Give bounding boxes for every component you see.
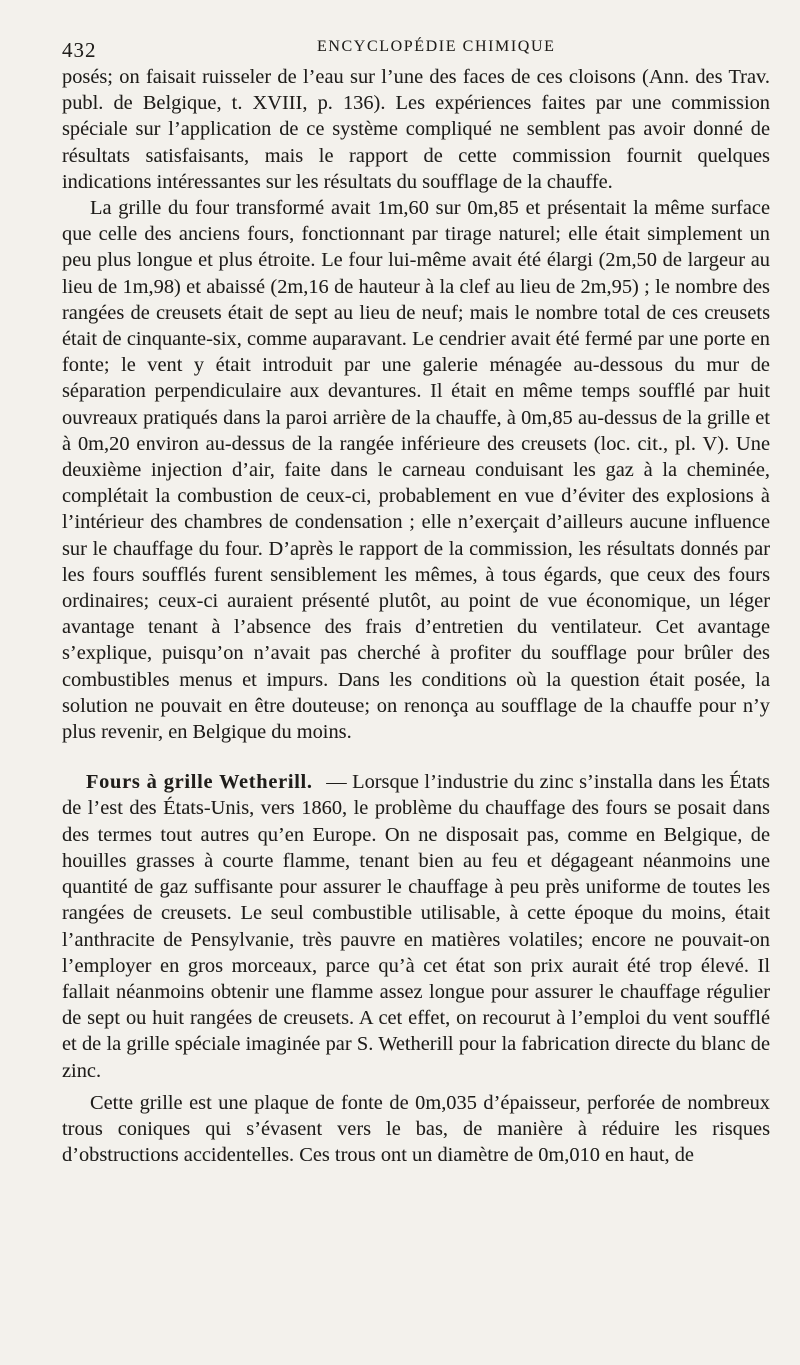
- page-header: [62, 30, 770, 64]
- section-fours-grille-wetherill: [62, 769, 770, 1168]
- page-body: [62, 64, 770, 1168]
- paragraph-continued: posés; on faisait ruisseler de l’eau sur l’une des faces de ces cloisons (Ann. des Trav. publ. de Belgique, t. XVIII, p. 136). Les expériences faites par une commission spéciale sur l’application de ce système compliqué ne semblent pas avoir donné de résultats satisfaisants, mais le rapport de cette commission fournit quelques indications intéressantes sur les résultats du soufflage de la chauffe.: [62, 66, 770, 193]
- page-number: 432: [62, 38, 97, 62]
- section-intro-paragraph: [62, 769, 770, 1083]
- running-title: ENCYCLOPÉDIE CHIMIQUE: [317, 38, 556, 55]
- section-title: Fours à grille Wetherill.: [86, 771, 313, 794]
- paragraph-grille-description: Cette grille est une plaque de fonte de 0m,035 d’épaisseur, perforée de nombreux trous coniques qui s’évasent vers le bas, de manière à réduire les risques d’obstructions accidentelles. Ces trous ont un diamètre de 0m,010 en haut, de: [62, 1091, 770, 1167]
- paragraph-grille-four-transforme: La grille du four transformé avait 1m,60 sur 0m,85 et présentait la même surface que celle des anciens fours, fonctionnant par tirage naturel; elle était simplement un peu plus longue et plus étroite. Le four lui-même avait été élargi (2m,50 de largeur au lieu de 1m,98) et abaissé (2m,16 de hauteur à la clef au lieu de 2m,95) ; le nombre des rangées de creusets était de sept au lieu de neuf; mais le nombre total de ces creusets était de cinquante-six, comme auparavant. Le cendrier avait été fermé par une porte en fonte; le vent y était introduit par une galerie ménagée au-dessous du mur de séparation perpendiculaire aux devantures. Il était en même temps soufflé par huit ouvreaux pratiqués dans la paroi arrière de la chauffe, à 0m,85 au-dessus de la grille et à 0m,20 environ au-dessus de la rangée inférieure des creusets (loc. cit., pl. V). Une deuxième injection d’air, faite dans le carneau conduisant les gaz à la cheminée, complétait la combustion de ceux-ci, probablement en vue d’éviter des explosions à l’intérieur des chambres de condensation ; elle n’exerçait d’ailleurs aucune influence sur le chauffage du four. D’après le rapport de la commission, les résultats donnés par les fours soufflés furent sensiblement les mêmes, à tous égards, que ceux des fours ordinaires; ceux-ci auraient présenté plutôt, au point de vue économique, un léger avantage tenant à l’absence des frais d’entretien du ventilateur. Cet avantage s’explique, puisqu’on n’avait pas cherché à profiter du soufflage pour brûler des combustibles menus et impurs. Dans les conditions où la question était posée, la solution ne pouvait en être douteuse; on renonça au soufflage de la chauffe pour n’y plus revenir, en Belgique du moins.: [62, 197, 770, 744]
- section-paragraph-text: — Lorsque l’industrie du zinc s’installa dans les États de l’est des États-Unis, vers 1860, le problème du chauffage des fours se posait dans des termes tout autres qu’en Europe. On ne disposait pas, comme en Belgique, de houilles grasses à courte flamme, tenant bien au feu et dégageant néanmoins une quantité de gaz suffisante pour assurer le chauffage à peu près uniforme de toutes les rangées de creusets. Le seul combustible utilisable, à cette époque du moins, était l’anthracite de Pensylvanie, très pauvre en matières volatiles; encore ne pouvait-on l’employer en gros morceaux, parce qu’à cet état son prix aurait été trop élevé. Il fallait néanmoins obtenir une flamme assez longue pour assurer le chauffage régulier de sept ou huit rangées de creusets. A cet effet, on recourut à l’emploi du vent soufflé et de la grille spéciale imaginée par S. Wetherill pour la fabrication directe du blanc de zinc.: [62, 771, 770, 1082]
